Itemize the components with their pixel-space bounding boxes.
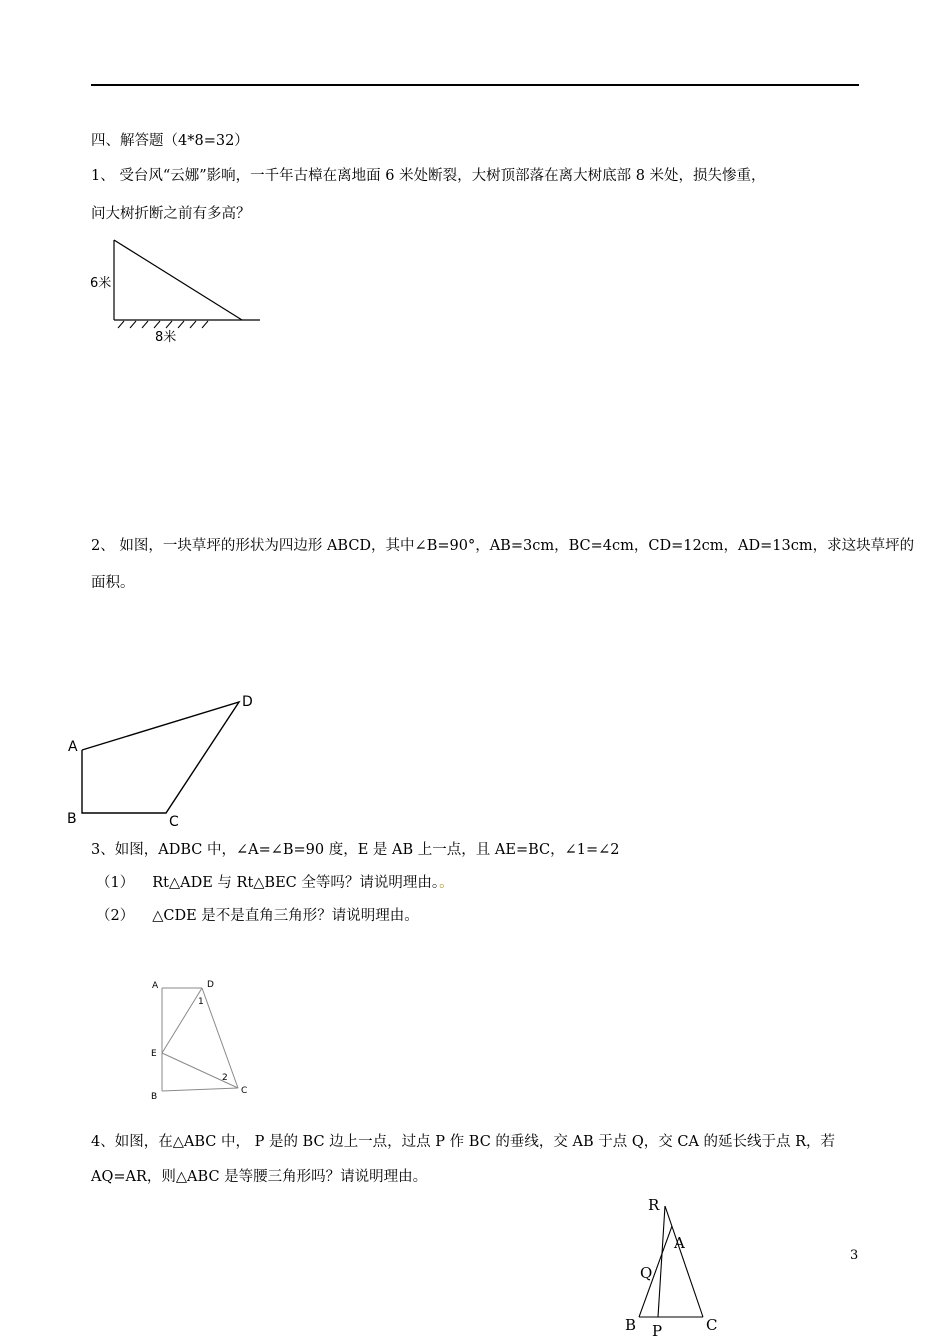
- vertex-a: A: [152, 981, 159, 991]
- q2-line2: 面积。: [91, 575, 135, 591]
- point-c: C: [706, 1316, 718, 1334]
- q3-sub1: [96, 873, 454, 893]
- vertex-e: E: [151, 1049, 157, 1059]
- q3-sub1-number: （1）: [96, 875, 135, 891]
- q3-sub2: [96, 906, 419, 926]
- vertex-c: C: [241, 1086, 248, 1096]
- point-p: P: [652, 1322, 663, 1340]
- q1-line1: 1、 受台风“云娜”影响，一千年古樟在离地面 6 米处断裂，大树顶部落在离大树底部 8 米处，损失惨重，: [91, 168, 766, 184]
- angle-1-label: 1: [198, 997, 204, 1007]
- vertex-c: C: [169, 814, 179, 830]
- point-b: B: [625, 1316, 637, 1334]
- header-rule: [91, 84, 859, 86]
- q3-sub2-number: （2）: [96, 908, 135, 924]
- vertex-d: D: [242, 694, 253, 710]
- quadrilateral-abcd: [82, 702, 239, 813]
- q3-sub1-text: Rt△ADE 与 Rt△BEC 全等吗？请说明理由。: [152, 875, 440, 891]
- q3-line1: 3、如图，ADBC 中，∠A=∠B=90 度，E 是 AB 上一点，且 AE=BC，∠1=∠2: [91, 842, 620, 858]
- side-ca-extended: [665, 1206, 703, 1317]
- label-6m: 6米: [90, 276, 112, 291]
- point-r: R: [648, 1196, 660, 1214]
- vertex-d: D: [207, 980, 214, 990]
- q2-lawn-figure: [60, 688, 270, 833]
- vertex-a: A: [68, 739, 78, 755]
- point-q: Q: [640, 1264, 653, 1282]
- q3-sub1-mark: 。: [439, 875, 454, 891]
- q1-tree-figure: [80, 235, 280, 350]
- q1-line2: 问大树折断之前有多高？: [91, 206, 251, 222]
- page-number: 3: [850, 1248, 859, 1263]
- q3-sub2-text: △CDE 是不是直角三角形？请说明理由。: [152, 908, 419, 924]
- q4-line2: AQ=AR，则△ABC 是等腰三角形吗？请说明理由。: [91, 1169, 428, 1185]
- vertex-b: B: [151, 1092, 158, 1102]
- label-8m: 8米: [155, 330, 177, 345]
- ground-hatching: [118, 321, 208, 328]
- point-a: A: [674, 1234, 685, 1252]
- q3-trapezoid-figure: [145, 975, 260, 1105]
- angle-2-label: 2: [222, 1073, 228, 1083]
- q2-line1: 2、 如图，一块草坪的形状为四边形 ABCD，其中∠B=90°，AB=3cm，BC=4cm，CD=12cm，AD=13cm，求这块草坪的: [91, 538, 915, 554]
- q4-line1: 4、如图，在△ABC 中， P 是的 BC 边上一点，过点 P 作 BC 的垂线，交 AB 于点 Q，交 CA 的延长线于点 R，若: [91, 1134, 836, 1150]
- vertex-b: B: [67, 811, 77, 827]
- section-title: 四、解答题（4*8=32）: [91, 133, 249, 149]
- broken-top-line: [114, 240, 242, 320]
- q4-triangle-figure: [615, 1190, 725, 1344]
